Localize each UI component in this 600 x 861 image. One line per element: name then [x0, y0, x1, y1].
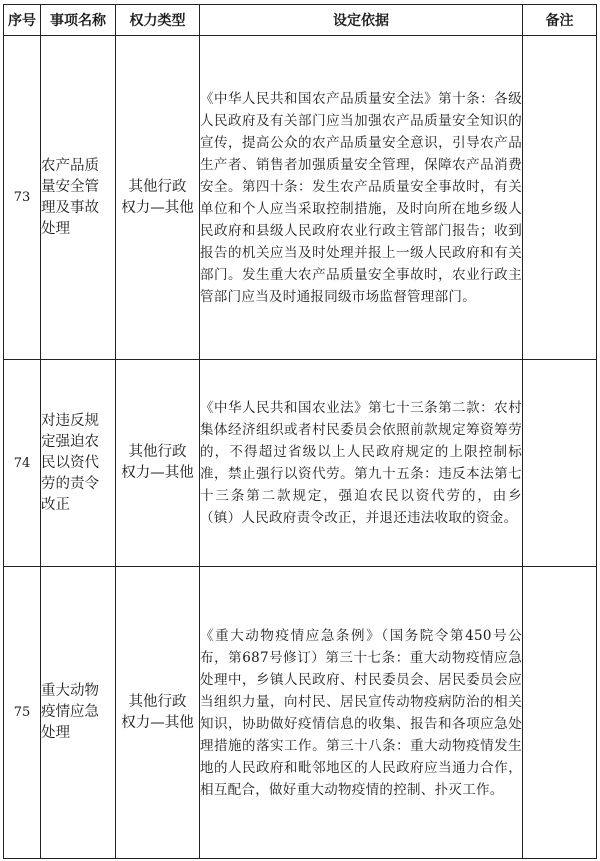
row-type [116, 567, 200, 859]
row-name-line: 处理 [41, 220, 70, 237]
row-note [523, 36, 597, 360]
row-name-line: 对违反规 [41, 412, 99, 429]
header-basis: 设定依据 [200, 5, 523, 36]
row-basis: 《中华人民共和国农业法》第七十三条第二款：农村集体经济组织或者村民委员会依照前款规定筹资筹劳的，不得超过省级以上人民政府规定的上限控制标准，禁止强行以资代劳。第九十五条：违反本法第七十三条第二款规定，强迫农民以资代劳的，由乡（镇）人民政府责令改正，并退还违法收取的资金。 [200, 360, 523, 567]
row-type-line: 权力—其他 [121, 714, 194, 731]
row-note [523, 360, 597, 567]
header-num: 序号 [4, 5, 41, 36]
row-name-line: 理及事故 [41, 199, 99, 216]
row-name [41, 567, 116, 859]
row-num: 74 [4, 360, 41, 567]
table-row [4, 360, 597, 567]
table-header-row [4, 5, 597, 36]
power-list-table [3, 4, 597, 859]
header-type: 权力类型 [116, 5, 200, 36]
table-row [4, 567, 597, 859]
row-note [523, 567, 597, 859]
row-name-line: 定强迫农 [41, 433, 99, 450]
row-type-line: 权力—其他 [121, 465, 194, 481]
row-type [116, 360, 200, 567]
row-name [41, 360, 116, 567]
row-type-line: 其他行政 [128, 693, 187, 710]
row-name-line: 量安全管 [41, 178, 99, 195]
row-num: 73 [4, 36, 41, 360]
row-basis: 《重大动物疫情应急条例》（国务院令第450号公布，第687号修订）第三十七条：重大动物疫情应急处理中，乡镇人民政府、村民委员会、居民委员会应当组织力量，向村民、居民宣传动物疫病防治的相关知识，协助做好疫情信息的收集、报告和各项应急处理措施的落实工作。第三十八条：重大动物疫情发生地的人民政府和毗邻地区的人民政府应当通力合作，相互配合，做好重大动物疫情的控制、扑灭工作。 [200, 567, 523, 859]
row-name-line: 劳的责令 [41, 475, 99, 492]
header-note: 备注 [523, 5, 597, 36]
row-name [41, 36, 116, 360]
row-name-line: 民以资代 [41, 454, 99, 471]
row-num: 75 [4, 567, 41, 859]
row-name-line: 疫情应急 [41, 704, 99, 720]
row-name-line: 重大动物 [41, 683, 99, 699]
row-basis: 《中华人民共和国农产品质量安全法》第十条：各级人民政府及有关部门应当加强农产品质量安全知识的宣传，提高公众的农产品质量安全意识，引导农产品生产者、销售者加强质量安全管理，保障农产品消费安全。第四十条：发生农产品质量安全事故时，有关单位和个人应当采取控制措施，及时向所在地乡级人民政府和县级人民政府农业行政主管部门报告；收到报告的机关应当及时处理并报上一级人民政府和有关部门。发生重大农产品质量安全事故时，农业行政主管部门应当及时通报同级市场监督管理部门。 [200, 36, 523, 360]
table-row [4, 36, 597, 360]
row-name-line: 改正 [41, 496, 70, 513]
row-name-line: 农产品质 [41, 157, 99, 174]
row-name-line: 处理 [41, 725, 70, 741]
row-type-line: 其他行政 [128, 178, 187, 195]
row-type-line: 权力—其他 [121, 199, 194, 216]
row-type [116, 36, 200, 360]
header-name: 事项名称 [41, 5, 116, 36]
row-type-line: 其他行政 [128, 444, 187, 460]
